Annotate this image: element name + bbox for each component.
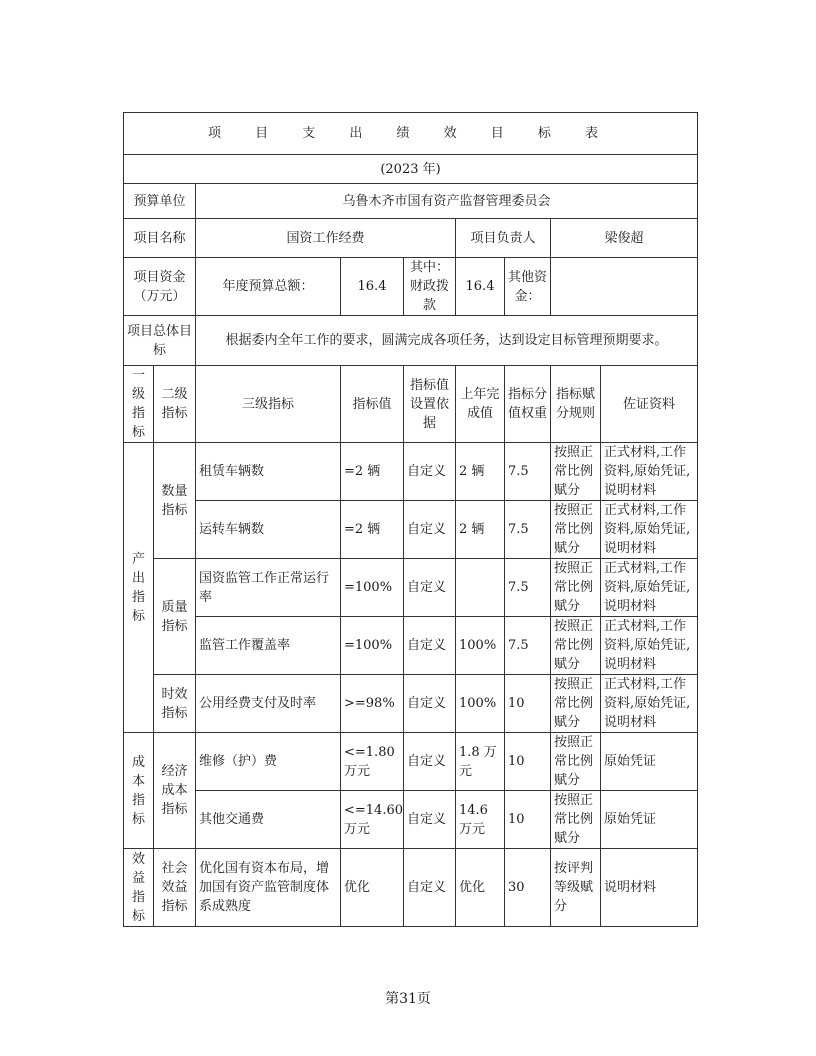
annual-budget-label: 年度预算总额： (196, 258, 341, 316)
indicator-value: =2 辆 (341, 501, 404, 559)
indicator-basis: 自定义 (404, 733, 456, 791)
indicator-evidence: 正式材料,工作资料,原始凭证,说明材料 (601, 559, 698, 617)
indicator-evidence: 正式材料,工作资料,原始凭证,说明材料 (601, 617, 698, 675)
indicator-name: 运转车辆数 (196, 501, 341, 559)
group-output: 产出指标 (124, 443, 154, 733)
project-leader-value: 梁俊超 (551, 219, 698, 258)
indicator-name: 租赁车辆数 (196, 443, 341, 501)
indicator-rule: 按照正常比例赋分 (551, 443, 601, 501)
group-timeliness: 时效指标 (154, 675, 196, 733)
indicator-last-year: 100% (456, 675, 505, 733)
budget-unit-value: 乌鲁木齐市国有资产监督管理委员会 (196, 184, 698, 219)
indicator-evidence: 正式材料,工作资料,原始凭证,说明材料 (601, 501, 698, 559)
indicator-last-year: 2 辆 (456, 501, 505, 559)
indicator-value: <=1.80 万元 (341, 733, 404, 791)
indicator-name: 维修（护）费 (196, 733, 341, 791)
header-value: 指标值 (341, 366, 404, 443)
indicator-last-year (456, 559, 505, 617)
project-name-value: 国资工作经费 (196, 219, 456, 258)
header-level3: 三级指标 (196, 366, 341, 443)
indicator-basis: 自定义 (404, 675, 456, 733)
indicator-evidence: 原始凭证 (601, 791, 698, 849)
performance-goal-table (123, 112, 698, 927)
indicator-value: 优化 (341, 849, 404, 927)
annual-budget-value: 16.4 (341, 258, 404, 316)
indicator-value: >=98% (341, 675, 404, 733)
indicator-evidence: 正式材料,工作资料,原始凭证,说明材料 (601, 675, 698, 733)
group-quality: 质量指标 (154, 559, 196, 675)
header-level2: 二级指标 (154, 366, 196, 443)
indicator-rule: 按照正常比例赋分 (551, 733, 601, 791)
indicator-name: 国资监管工作正常运行率 (196, 559, 341, 617)
indicator-value: <=14.60 万元 (341, 791, 404, 849)
indicator-value: =2 辆 (341, 443, 404, 501)
indicator-last-year: 100% (456, 617, 505, 675)
project-leader-label: 项目负责人 (456, 219, 551, 258)
indicator-basis: 自定义 (404, 617, 456, 675)
header-basis: 指标值设置依据 (404, 366, 456, 443)
indicator-rule: 按评判等级赋分 (551, 849, 601, 927)
indicator-weight: 7.5 (505, 443, 551, 501)
indicator-evidence: 说明材料 (601, 849, 698, 927)
header-rule: 指标赋分规则 (551, 366, 601, 443)
indicator-basis: 自定义 (404, 791, 456, 849)
indicator-weight: 10 (505, 791, 551, 849)
indicator-rule: 按照正常比例赋分 (551, 675, 601, 733)
indicator-name: 优化国有资本布局，增加国有资产监管制度体系成熟度 (196, 849, 341, 927)
header-evidence: 佐证资料 (601, 366, 698, 443)
header-weight: 指标分值权重 (505, 366, 551, 443)
indicator-name: 其他交通费 (196, 791, 341, 849)
indicator-weight: 7.5 (505, 501, 551, 559)
indicator-basis: 自定义 (404, 559, 456, 617)
indicator-weight: 7.5 (505, 559, 551, 617)
indicator-last-year: 优化 (456, 849, 505, 927)
page-number: 第31页 (385, 991, 431, 1007)
indicator-basis: 自定义 (404, 849, 456, 927)
indicator-rule: 按照正常比例赋分 (551, 617, 601, 675)
table-year: (2023 年) (124, 155, 698, 184)
indicator-value: =100% (341, 617, 404, 675)
indicator-evidence: 正式材料,工作资料,原始凭证,说明材料 (601, 443, 698, 501)
indicator-rule: 按照正常比例赋分 (551, 501, 601, 559)
group-benefit: 效益指标 (124, 849, 154, 927)
indicator-last-year: 14.6 万元 (456, 791, 505, 849)
fiscal-label: 其中：财政拨款 (404, 258, 456, 316)
indicator-name: 监管工作覆盖率 (196, 617, 341, 675)
indicator-weight: 10 (505, 733, 551, 791)
indicator-basis: 自定义 (404, 501, 456, 559)
indicator-last-year: 2 辆 (456, 443, 505, 501)
other-funds-label: 其他资金： (505, 258, 551, 316)
other-funds-value (551, 258, 698, 316)
fiscal-amount: 16.4 (456, 258, 505, 316)
funds-label: 项目资金（万元） (124, 258, 196, 316)
group-quantity: 数量指标 (154, 443, 196, 559)
header-level1: 一级指标 (124, 366, 154, 443)
indicator-weight: 10 (505, 675, 551, 733)
overall-goal-value: 根据委内全年工作的要求，圆满完成各项任务，达到设定目标管理预期要求。 (196, 316, 698, 366)
indicator-evidence: 原始凭证 (601, 733, 698, 791)
indicator-name: 公用经费支付及时率 (196, 675, 341, 733)
header-last-year: 上年完成值 (456, 366, 505, 443)
budget-unit-label: 预算单位 (124, 184, 196, 219)
project-name-label: 项目名称 (124, 219, 196, 258)
indicator-rule: 按照正常比例赋分 (551, 791, 601, 849)
indicator-rule: 按照正常比例赋分 (551, 559, 601, 617)
group-cost: 成本指标 (124, 733, 154, 849)
overall-goal-label: 项目总体目标 (124, 316, 196, 366)
indicator-last-year: 1.8 万元 (456, 733, 505, 791)
indicator-basis: 自定义 (404, 443, 456, 501)
indicator-weight: 30 (505, 849, 551, 927)
group-economic-cost: 经济成本指标 (154, 733, 196, 849)
indicator-value: =100% (341, 559, 404, 617)
table-title: 项 目 支 出 绩 效 目 标 表 (124, 113, 698, 155)
indicator-weight: 7.5 (505, 617, 551, 675)
group-social-benefit: 社会效益指标 (154, 849, 196, 927)
